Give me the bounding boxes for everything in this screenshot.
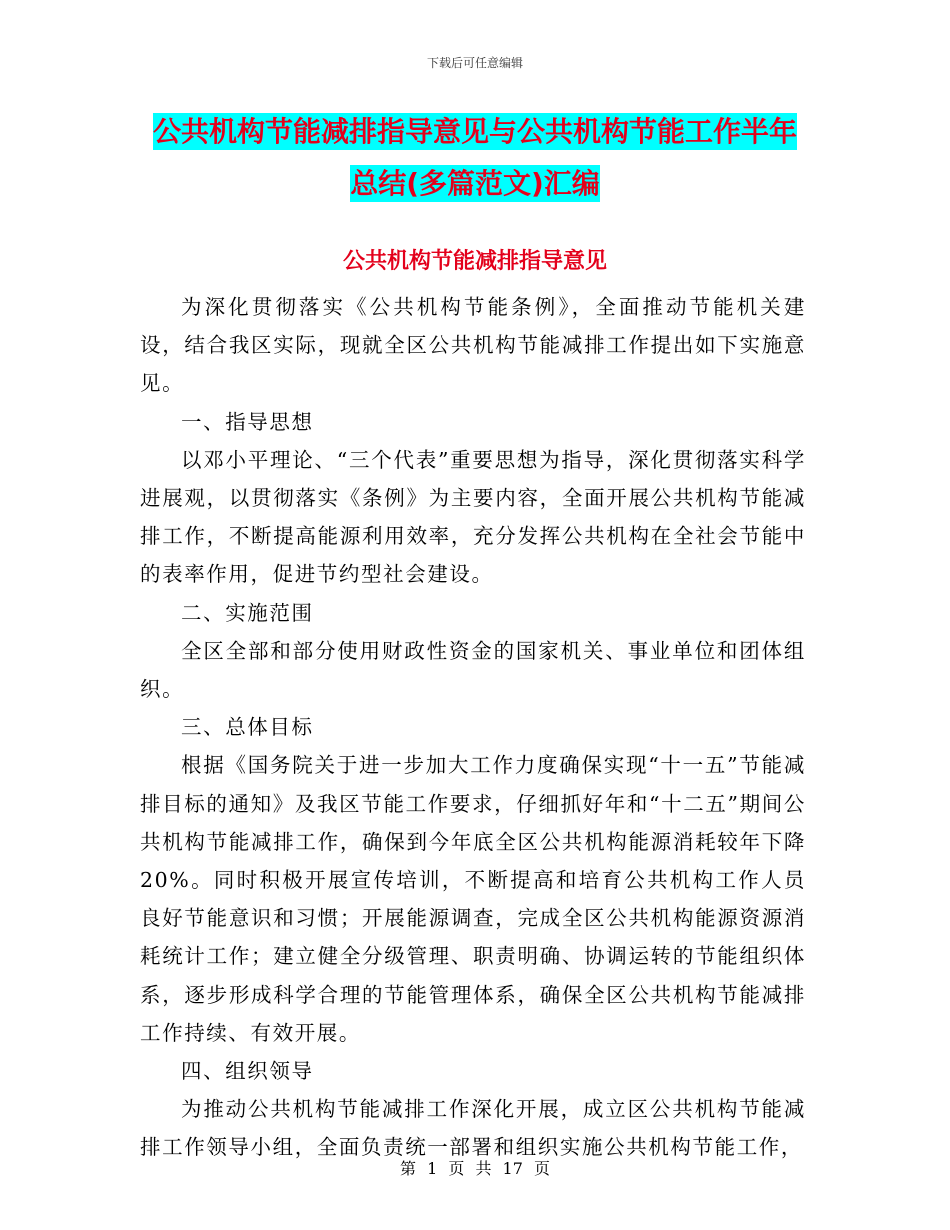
heading-guiding-thought: 一、指导思想 xyxy=(181,409,314,434)
paragraph-intro: 为深化贯彻落实《公共机构节能条例》，全面推动节能机关建设，结合我区实际，现就全区公共机构节能减排工作提出如下实施意见。 xyxy=(140,295,806,396)
section-title: 公共机构节能减排指导意见 xyxy=(342,249,607,274)
paragraph-overall-goal: 根据《国务院关于进一步加大工作力度确保实现“十一五”节能减排目标的通知》及我区节能工作要求，仔细抓好年和“十二五”期间公共机构节能减排工作，确保到今年底全区公共机构能源消耗较年下降20%。同时积极开展宣传培训，不断提高和培育公共机构工作人员良好节能意识和习惯；开展能源调查，完成全区公共机构能源资源消耗统计工作；建立健全分级管理、职责明确、协调运转的节能组织体系，逐步形成科学合理的节能管理体系，确保全区公共机构节能减排工作持续、有效开展。 xyxy=(140,753,806,1045)
paragraph-guiding-thought: 以邓小平理论、“三个代表”重要思想为指导，深化贯彻落实科学进展观，以贯彻落实《条例》为主要内容，全面开展公共机构节能减排工作，不断提高能源利用效率，充分发挥公共机构在全社会节能中的表率作用，促进节约型社会建设。 xyxy=(140,447,806,587)
heading-organization: 四、组织领导 xyxy=(181,1059,314,1084)
paragraph-scope: 全区全部和部分使用财政性资金的国家机关、事业单位和团体组织。 xyxy=(140,638,806,702)
page-number: 第 1 页 共 17 页 xyxy=(400,1159,550,1178)
heading-overall-goal: 三、总体目标 xyxy=(181,715,314,740)
document-title xyxy=(0,106,950,210)
paragraph-organization: 为推动公共机构节能减排工作深化开展，成立区公共机构节能减排工作领导小组，全面负责统一部署和组织实施公共机构节能工作， xyxy=(140,1097,806,1160)
document-body xyxy=(140,288,806,1167)
title-line-1: 公共机构节能减排指导意见与公共机构节能工作半年 xyxy=(152,115,797,148)
heading-scope: 二、实施范围 xyxy=(181,600,314,625)
header-note: 下载后可任意编辑 xyxy=(426,56,523,70)
title-line-2: 总结(多篇范文)汇编 xyxy=(350,167,600,200)
